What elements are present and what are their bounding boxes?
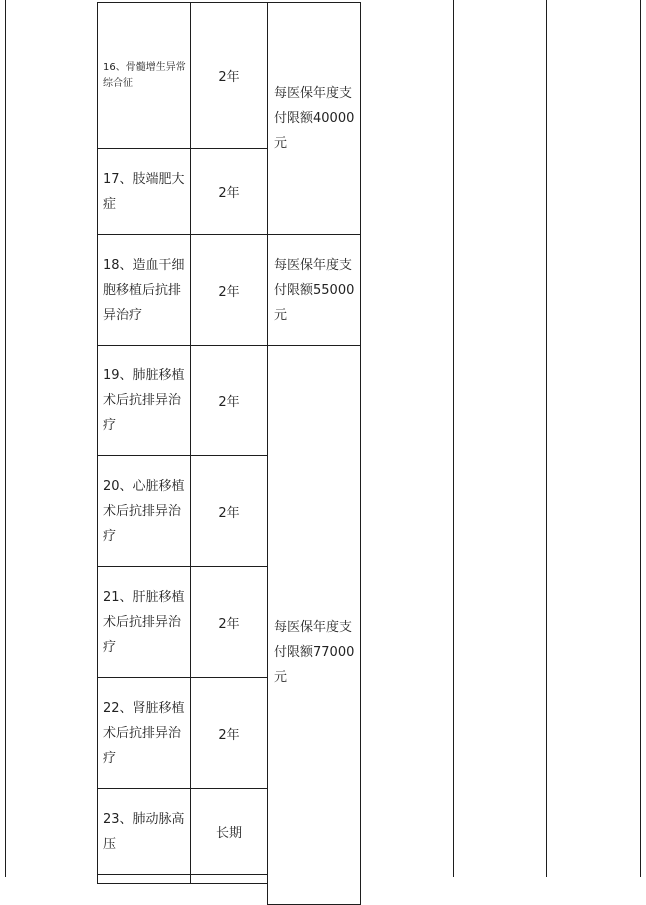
disease-label: 20、心脏移植术后抗排异治疗	[103, 478, 185, 544]
table-column-divider	[546, 0, 547, 877]
table-border-left	[5, 0, 6, 877]
table-cell-disease	[97, 455, 191, 567]
table-cell-disease	[97, 874, 191, 884]
table-cell-duration	[190, 677, 268, 789]
table-border-right	[640, 0, 641, 877]
duration-value: 2年	[218, 505, 240, 521]
table-cell-disease	[97, 345, 191, 456]
table-cell-duration	[190, 2, 268, 149]
disease-label: 23、肺动脉高压	[103, 811, 185, 852]
duration-value: 长期	[215, 826, 242, 841]
table-cell-disease	[97, 234, 191, 346]
disease-label: 16、骨髓增生异常综合征	[103, 61, 186, 89]
table-cell-duration	[190, 788, 268, 875]
disease-label: 17、肢端肥大症	[103, 171, 185, 212]
table-cell-disease	[97, 2, 191, 149]
table-cell-disease	[97, 566, 191, 678]
table-cell-disease	[97, 788, 191, 875]
table-cell-duration	[190, 148, 268, 235]
table-cell-payment-limit	[267, 2, 361, 235]
disease-label: 19、肺脏移植术后抗排异治疗	[103, 368, 185, 433]
duration-value: 2年	[218, 727, 240, 743]
table-cell-duration	[190, 874, 268, 884]
payment-limit-text: 每医保年度支付限额40000元	[274, 86, 355, 151]
duration-value: 2年	[218, 70, 240, 85]
disease-label: 21、肝脏移植术后抗排异治疗	[103, 589, 185, 655]
table-column-divider	[453, 0, 454, 877]
table-cell-duration	[190, 566, 268, 678]
table-cell-payment-limit	[267, 234, 361, 346]
payment-limit-text: 每医保年度支付限额55000元	[274, 257, 355, 323]
table-cell-duration	[190, 455, 268, 567]
duration-value: 2年	[218, 395, 240, 410]
table-cell-payment-limit	[267, 345, 361, 905]
table-cell-duration	[190, 345, 268, 456]
duration-value: 2年	[218, 284, 240, 300]
duration-value: 2年	[218, 186, 240, 201]
duration-value: 2年	[218, 616, 240, 632]
disease-label: 22、肾脏移植术后抗排异治疗	[103, 700, 185, 766]
table-cell-duration	[190, 234, 268, 346]
table-cell-disease	[97, 148, 191, 235]
disease-label: 18、造血干细胞移植后抗排异治疗	[103, 257, 185, 323]
table-cell-disease	[97, 677, 191, 789]
payment-limit-text: 每医保年度支付限额77000元	[274, 620, 355, 685]
